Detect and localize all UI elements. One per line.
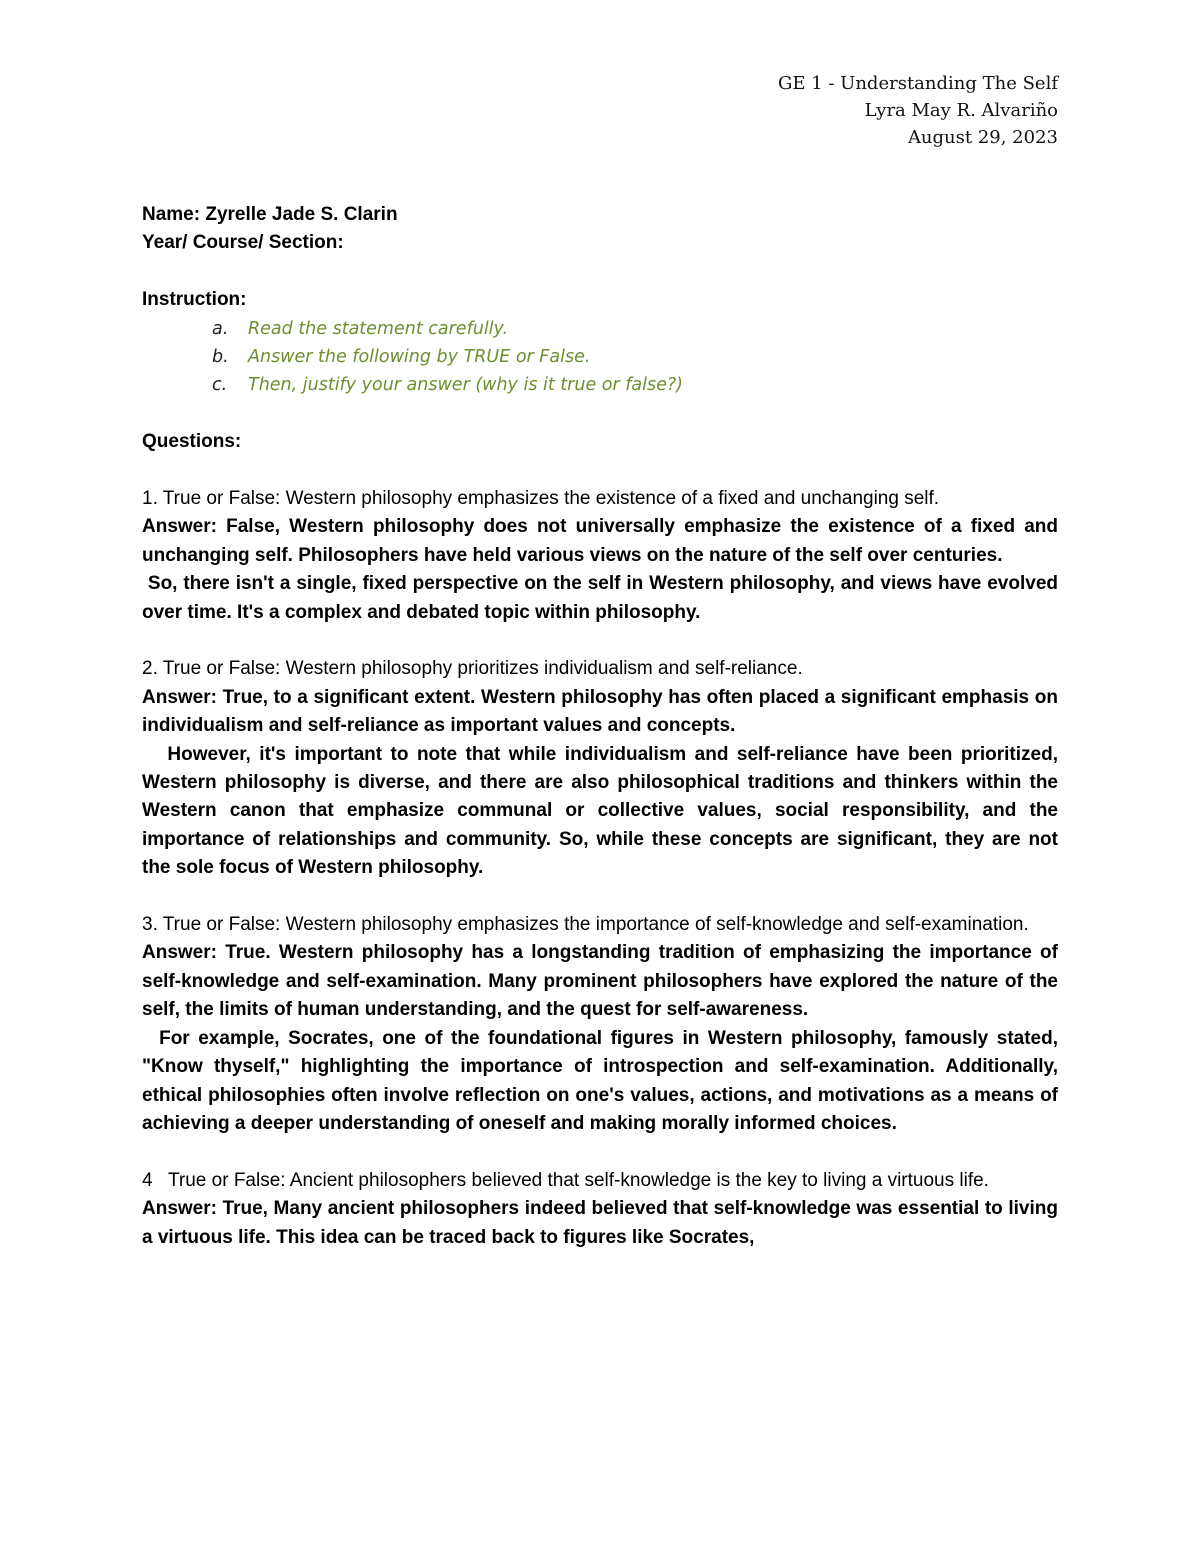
instruction-heading: Instruction: [142,289,247,311]
instruction-text: Answer the following by TRUE or False. [248,347,591,368]
instruction-text: Read the statement carefully. [248,318,509,339]
questions-heading: Questions: [142,431,242,453]
question-text [142,1167,1058,1195]
list-marker: c. [212,375,228,396]
instructor-name: Lyra May R. Alvariño [864,100,1058,121]
answer-text: Answer: True, Many ancient philosophers indeed believed that self-knowledge was essential to living a virtuous life. This idea can be traced back to figures like Socrates, [142,1198,1058,1248]
course-title: GE 1 - Understanding The Self [777,73,1058,94]
answer-text: Answer: True. Western philosophy has a longstanding tradition of emphasizing the importance of self-knowledge and self-examination. Many prominent philosophers have explored the nature of the self, the limits of human understanding, and the quest for self-awareness. [142,942,1058,1021]
student-name: Name: Zyrelle Jade S. Clarin [142,204,398,225]
instruction-text: Then, justify your answer (why is it true or false?) [248,375,683,396]
document-header [142,70,1058,151]
answer-text: Answer: False, Western philosophy does not universally emphasize the existence of a fixed and unchanging self. Philosophers have held various views on the nature of the self over centuries. [142,516,1058,566]
answer-elaboration: For example, Socrates, one of the foundational figures in Western philosophy, famously stated, "Know thyself," highlighting the importance of introspection and self-examination. Additionally, ethical philosophies often involve reflection on one's values, actions, and motivations as a means of achieving a deeper understanding of oneself and making morally informed choices. [142,1027,1064,1134]
instruction-list [142,315,1058,400]
document-body [142,201,1064,1252]
question-number: 4 [142,1169,153,1191]
question-statement: True or False: Ancient philosophers believed that self-knowledge is the key to living a virtuous life. [168,1169,989,1191]
instruction-item [142,371,1058,399]
answer-elaboration: However, it's important to note that while individualism and self-reliance have been prioritized, Western philosophy is diverse, and there are also philosophical traditions and thinkers within the Western canon that emphasize communal or collective values, social responsibility, and the importance of relationships and community. So, while these concepts are significant, they are not the sole focus of Western philosophy. [142,743,1064,879]
question-text: 1. True or False: Western philosophy emphasizes the existence of a fixed and unchanging self. [142,488,940,510]
question-block-1 [142,485,1064,627]
list-marker: a. [212,318,229,339]
answer-elaboration: So, there isn't a single, fixed perspective on the self in Western philosophy, and views have evolved over time. It's a complex and debated topic within philosophy. [142,573,1064,623]
answer-text: Answer: True, to a significant extent. Western philosophy has often placed a significant emphasis on individualism and self-reliance as important values and concepts. [142,686,1058,737]
document-date: August 29, 2023 [907,127,1058,148]
student-section: Year/ Course/ Section: [142,232,344,254]
instruction-item [142,343,1058,371]
list-marker: b. [212,347,229,368]
question-block-3 [142,911,1064,1138]
question-text: 3. True or False: Western philosophy emphasizes the importance of self-knowledge and self-examination. [142,914,1029,936]
question-text: 2. True or False: Western philosophy prioritizes individualism and self-reliance. [142,658,803,680]
question-block-4 [142,1167,1058,1252]
instruction-item [142,315,1058,343]
question-block-2 [142,655,1064,882]
